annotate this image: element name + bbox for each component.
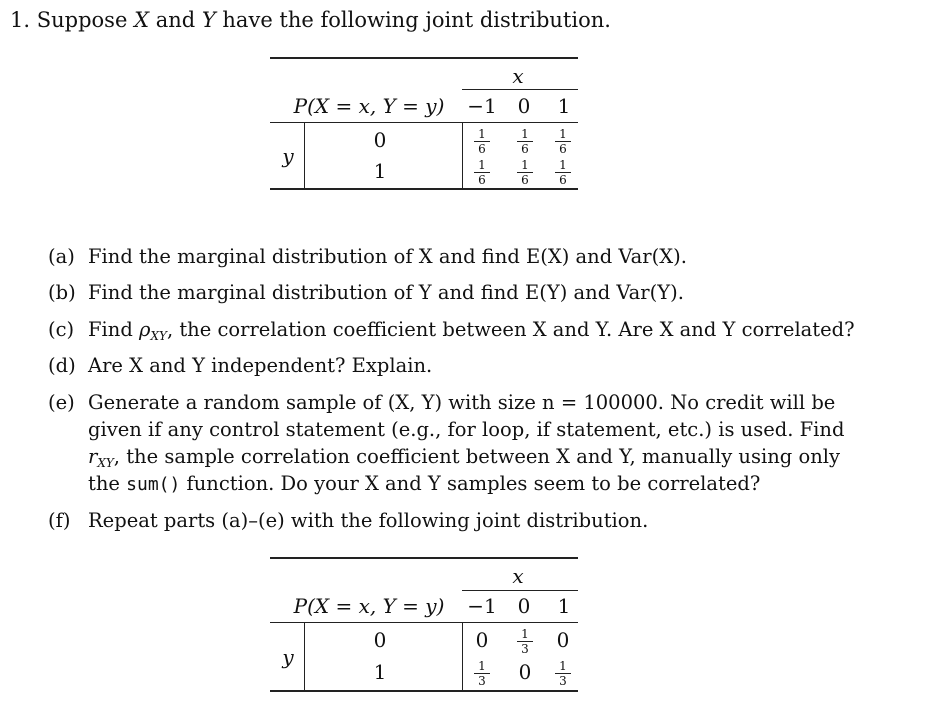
table2-header-rule [270, 622, 578, 623]
table1-row-var: y [282, 144, 294, 168]
part-e-line1: Generate a random sample of (X, Y) with size n = 100000. No credit will be [88, 391, 836, 414]
table2-v-rule-2 [462, 622, 463, 690]
table2-cell: $\frac{1}{3}$ [474, 660, 490, 687]
table2-row-value: 1 [373, 660, 387, 684]
table1-cell: $\frac{1}{6}$ [517, 128, 533, 155]
var-x: X [134, 8, 150, 32]
part-text: Find the marginal distribution of Y and find E(Y) and Var(Y). [88, 281, 684, 304]
intro-pre: Suppose [36, 8, 135, 32]
part-label: (f) [48, 509, 71, 532]
table2-col-value: −1 [467, 594, 497, 618]
table1-top-rule [270, 57, 578, 59]
part-text: Find the marginal distribution of X and find E(X) and Var(X). [88, 245, 687, 268]
part-label: (a) [48, 245, 75, 268]
part-c [48, 316, 855, 343]
table1-cell: $\frac{1}{6}$ [474, 159, 490, 186]
table1-row-value: 1 [373, 159, 387, 183]
intro-and: and [149, 8, 202, 32]
table1-col-value: 0 [517, 94, 531, 118]
part-text: Are X and Y independent? Explain. [88, 354, 433, 377]
part-e-line4: the sum() function. Do your X and Y samples seem to be correlated? [88, 472, 761, 495]
question-number: 1. [10, 8, 31, 32]
sum-function-code: sum() [126, 474, 181, 495]
table2-row-value: 0 [373, 628, 387, 652]
table2-cell: 0 [475, 628, 489, 652]
table1-header-rule [270, 122, 578, 123]
part-f [48, 507, 649, 534]
table2-header-label: P(X = x, Y = y) [293, 594, 445, 618]
table1-col-var: x [512, 64, 524, 88]
part-b [48, 279, 684, 306]
part-label: (e) [48, 391, 75, 414]
table2-col-value: 0 [517, 594, 531, 618]
table2-row-var: y [282, 645, 294, 669]
table1-bottom-rule [270, 188, 578, 190]
table1-col-value: 1 [557, 94, 571, 118]
table1-col-var-rule [462, 89, 578, 90]
part-e-line3: $r_{XY}$, the sample correlation coefficient between X and Y, manually using only [88, 445, 841, 470]
table1-cell: $\frac{1}{6}$ [474, 128, 490, 155]
table2-cell: $\frac{1}{3}$ [555, 660, 571, 687]
table2-top-rule [270, 557, 578, 559]
table1-header-label: P(X = x, Y = y) [293, 94, 445, 118]
table1-col-value: −1 [467, 94, 497, 118]
r-symbol: r [88, 445, 98, 468]
table2-cell: $\frac{1}{3}$ [517, 628, 533, 655]
part-text: Repeat parts (a)–(e) with the following joint distribution. [88, 509, 649, 532]
question-intro [10, 8, 611, 32]
rho-symbol: ρ [139, 318, 151, 341]
table2-bottom-rule [270, 690, 578, 692]
part-label: (d) [48, 354, 76, 377]
part-text: Find $\rho_{XY}$, the correlation coefficient between X and Y. Are X and Y correlated? [88, 318, 855, 343]
table2-col-var-rule [462, 590, 578, 591]
part-a [48, 243, 687, 270]
part-d [48, 352, 433, 379]
intro-post: have the following joint distribution. [215, 8, 611, 32]
part-e [48, 389, 845, 495]
table1-row-value: 0 [373, 128, 387, 152]
table1-cell: $\frac{1}{6}$ [555, 128, 571, 155]
table2-col-value: 1 [557, 594, 571, 618]
table2-col-var: x [512, 564, 524, 588]
table1-v-rule-1 [304, 122, 305, 188]
part-e-line2: given if any control statement (e.g., for loop, if statement, etc.) is used. Find [88, 418, 845, 441]
table1-v-rule-2 [462, 122, 463, 188]
part-label: (b) [48, 281, 76, 304]
table1-cell: $\frac{1}{6}$ [555, 159, 571, 186]
table2-cell: 0 [556, 628, 570, 652]
table2-cell: 0 [518, 660, 532, 684]
var-y: Y [201, 8, 216, 32]
table2-v-rule-1 [304, 622, 305, 690]
table1-cell: $\frac{1}{6}$ [517, 159, 533, 186]
part-label: (c) [48, 318, 75, 341]
